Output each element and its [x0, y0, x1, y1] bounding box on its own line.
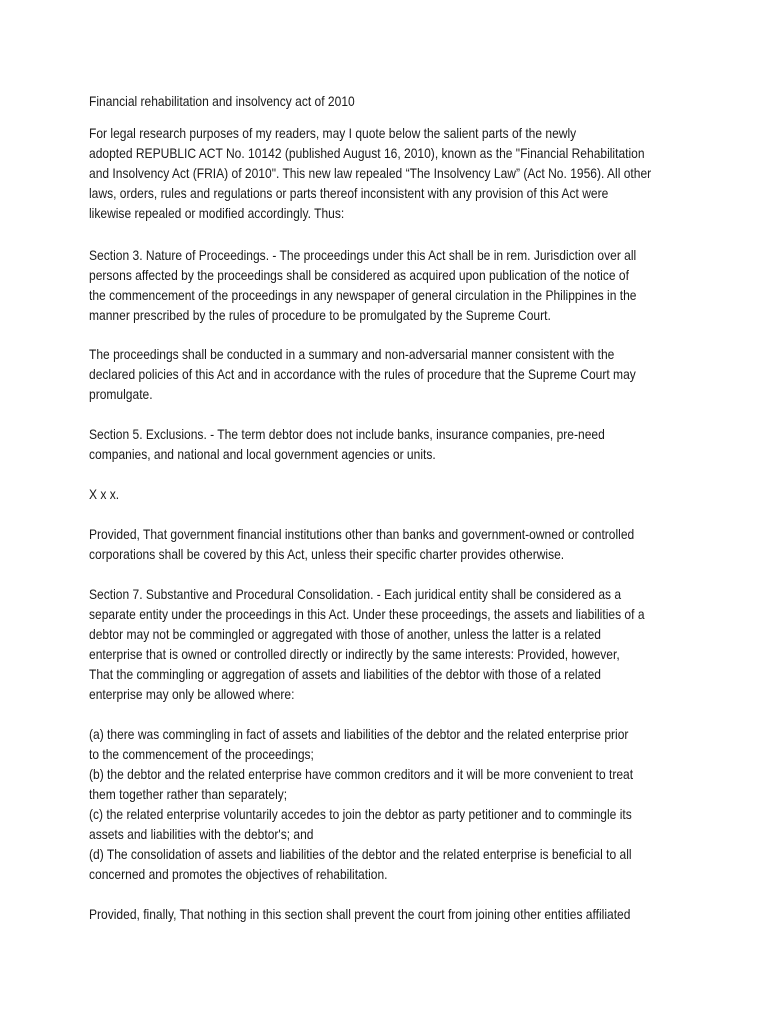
text-line: them together rather than separately; — [89, 786, 288, 802]
text-line: debtor may not be commingled or aggregated with those of another, unless the latter is a related — [89, 626, 602, 642]
text-line: declared policies of this Act and in accordance with the rules of procedure that the Supreme Court may — [89, 366, 636, 382]
text-line: That the commingling or aggregation of assets and liabilities of the debtor with those of a related — [89, 666, 602, 682]
text-line: X x x. — [89, 486, 120, 502]
text-line: The proceedings shall be conducted in a summary and non-adversarial manner consistent with the — [89, 346, 615, 362]
text-line: promulgate. — [89, 386, 153, 402]
text-line: adopted REPUBLIC ACT No. 10142 (published August 16, 2010), known as the "Financial Rehabilitation — [89, 145, 645, 161]
text-line: assets and liabilities with the debtor's; and — [89, 826, 314, 842]
text-line: separate entity under the proceedings in this Act. Under these proceedings, the assets and liabilities of a — [89, 606, 645, 622]
text-line: Section 3. Nature of Proceedings. - The proceedings under this Act shall be in rem. Jurisdiction over all — [89, 247, 637, 263]
text-line: (b) the debtor and the related enterprise have common creditors and it will be more convenient to treat — [89, 766, 634, 782]
text-line: concerned and promotes the objectives of rehabilitation. — [89, 866, 388, 882]
text-line: (d) The consolidation of assets and liabilities of the debtor and the related enterprise is beneficial to all — [89, 846, 632, 862]
text-line: Section 7. Substantive and Procedural Consolidation. - Each juridical entity shall be considered as a — [89, 586, 622, 602]
text-line: enterprise that is owned or controlled directly or indirectly by the same interests: Provided, however, — [89, 646, 620, 662]
text-line: to the commencement of the proceedings; — [89, 746, 314, 762]
text-line: persons affected by the proceedings shall be considered as acquired upon publication of the notice of — [89, 267, 629, 283]
text-line: manner prescribed by the rules of procedure to be promulgated by the Supreme Court. — [89, 307, 551, 323]
text-line: and Insolvency Act (FRIA) of 2010". This new law repealed “The Insolvency Law” (Act No. 1956). All other — [89, 165, 652, 181]
text-line: companies, and national and local government agencies or units. — [89, 446, 436, 462]
text-line: Provided, finally, That nothing in this section shall prevent the court from joining other entities affiliated — [89, 906, 631, 922]
text-line: corporations shall be covered by this Act, unless their specific charter provides otherwise. — [89, 546, 565, 562]
text-line: enterprise may only be allowed where: — [89, 686, 295, 702]
text-line: likewise repealed or modified accordingly. Thus: — [89, 205, 345, 221]
text-line: (c) the related enterprise voluntarily accedes to join the debtor as party petitioner and to commingle its — [89, 806, 632, 822]
text-line: Section 5. Exclusions. - The term debtor does not include banks, insurance companies, pre-need — [89, 426, 605, 442]
text-line: Provided, That government financial institutions other than banks and government-owned or controlled — [89, 526, 635, 542]
text-line: For legal research purposes of my readers, may I quote below the salient parts of the newly — [89, 125, 577, 141]
text-line: laws, orders, rules and regulations or parts thereof inconsistent with any provision of this Act were — [89, 185, 609, 201]
text-line: (a) there was commingling in fact of assets and liabilities of the debtor and the related enterprise prior — [89, 726, 629, 742]
text-line: the commencement of the proceedings in any newspaper of general circulation in the Philippines in the — [89, 287, 637, 303]
document-title: Financial rehabilitation and insolvency act of 2010 — [89, 93, 355, 109]
